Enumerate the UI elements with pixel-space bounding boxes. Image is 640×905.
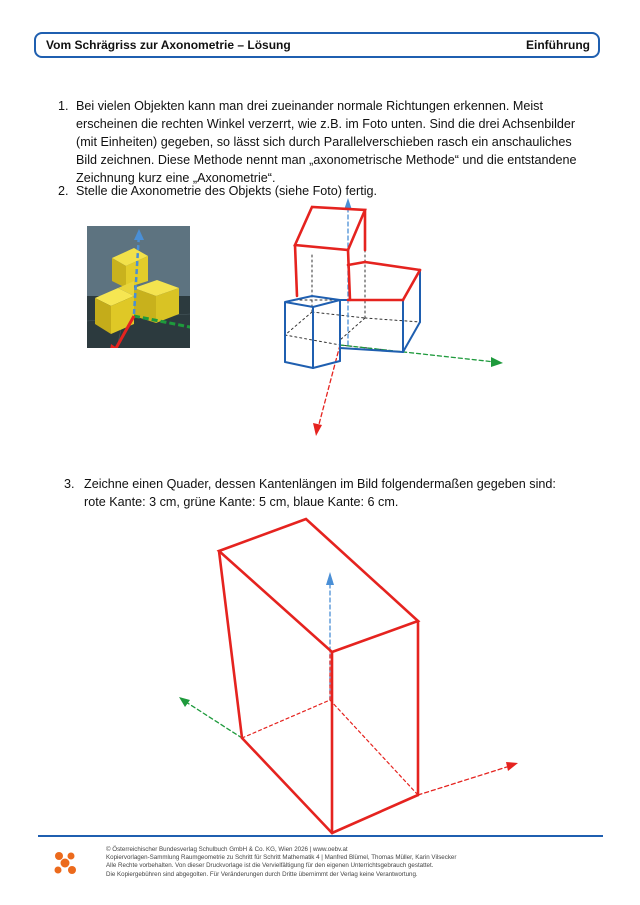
section-label: Einführung <box>526 38 590 52</box>
footer-text <box>106 846 456 879</box>
task-1-line: Bei vielen Objekten kann man drei zueinander normale Richtungen erkennen. Meist <box>76 99 543 113</box>
task-1-line: Bild zeichnen. Diese Methode nennt man „axonometrische Methode“ und die entstandene <box>76 153 577 167</box>
worksheet-title: Vom Schrägriss zur Axonometrie – Lösung <box>46 38 291 52</box>
task-3-line: rote Kante: 3 cm, grüne Kante: 5 cm, blaue Kante: 6 cm. <box>84 495 399 509</box>
task-1-line: Zeichnung kurz eine „Axonometrie“. <box>76 171 276 185</box>
task-2-number: 2. <box>58 184 69 198</box>
task-3-line: Zeichne einen Quader, dessen Kantenlängen im Bild folgendermaßen gegeben sind: <box>84 477 556 491</box>
task-1-number: 1. <box>58 99 69 113</box>
task-2-text: Stelle die Axonometrie des Objekts (siehe Foto) fertig. <box>76 184 377 198</box>
task-1-line: erscheinen die rechten Winkel verzerrt, wie z.B. im Foto unten. Sind die drei Achsenbilder <box>76 117 576 131</box>
oebv-logo-icon <box>52 850 78 876</box>
footer-divider <box>38 835 603 837</box>
footer-line: Kopiervorlagen-Sammlung Raumgeometrie zu Schritt für Schritt Mathematik 4 | Manfred Blümel, Thomas Müller, Karin Vilsecker <box>106 854 457 862</box>
footer-line: Die Kopiergebühren sind abgegolten. Für Veränderungen durch Dritte übernimmt der Verlag keine Verantwortung. <box>106 870 418 878</box>
task-3-number: 3. <box>64 477 75 491</box>
task-1-line: (mit Einheiten) gegeben, so lässt sich durch Parallelverschieben rasch ein anschauliches <box>76 135 572 149</box>
footer-line: © Österreichischer Bundesverlag Schulbuch GmbH & Co. KG, Wien 2026 | www.oebv.at <box>106 846 348 853</box>
footer-line: Alle Rechte vorbehalten. Von dieser Druckvorlage ist die Vervielfältigung für den eigenen Unterrichtsgebrauch gestattet. <box>106 862 434 870</box>
